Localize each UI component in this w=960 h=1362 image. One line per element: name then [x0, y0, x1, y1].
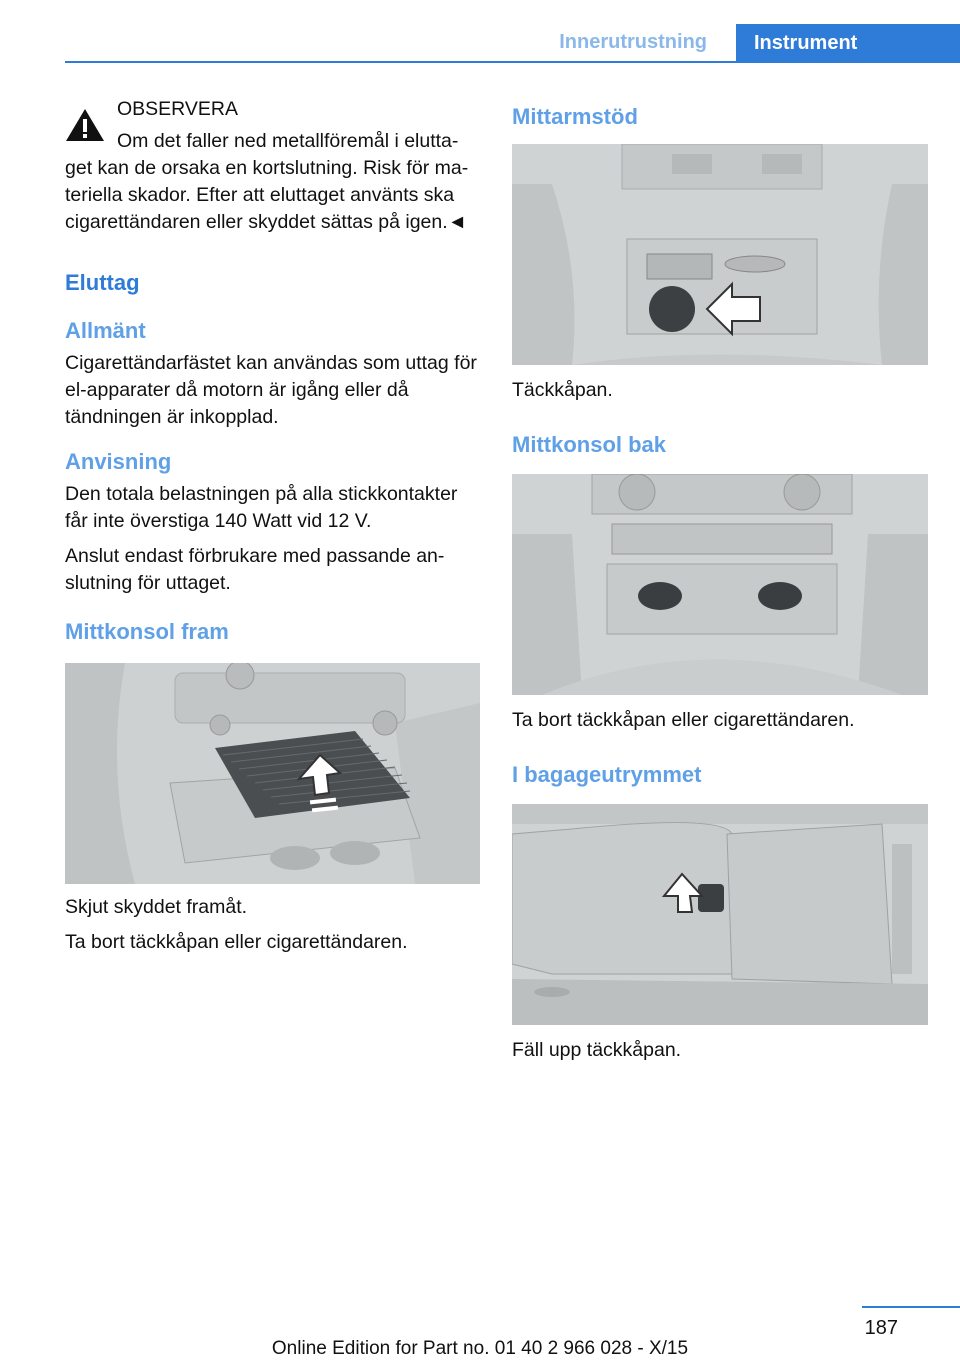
- luggage-illustration: [512, 804, 928, 1025]
- header-rule: [65, 61, 960, 63]
- heading-bagageutrymmet: I bagageutrymmet: [512, 762, 702, 787]
- caption-luggage: Fäll upp täckkåpan.: [512, 1039, 682, 1061]
- photo-armrest: [512, 144, 928, 365]
- para-anvisning-2: Anslut endast förbrukare med passande an-slutning för uttaget.: [65, 545, 445, 594]
- warning-line1: Om det faller ned metallföremål i elutta-: [117, 130, 459, 152]
- heading-mittarmstod: Mittarmstöd: [512, 104, 638, 129]
- heading-mittkonsol-bak: Mittkonsol bak: [512, 432, 667, 457]
- front-console-illustration: [65, 663, 480, 884]
- heading-allmant: Allmänt: [65, 318, 146, 343]
- caption-rear-console: Ta bort täckkåpan eller cigarettändaren.: [512, 709, 855, 731]
- heading-eluttag: Eluttag: [65, 270, 140, 295]
- para-anvisning-1: Den totala belastningen på alla stickkontakter får inte överstiga 140 Watt vid 12 V.: [65, 483, 458, 532]
- photo-front-console: [65, 663, 480, 884]
- heading-mittkonsol-fram: Mittkonsol fram: [65, 619, 229, 644]
- header-chapter: Instrument: [736, 24, 960, 62]
- rear-console-illustration: [512, 474, 928, 695]
- warning-box: [65, 96, 480, 236]
- left-column: [65, 96, 480, 964]
- armrest-illustration: [512, 144, 928, 365]
- right-column: [512, 96, 928, 1072]
- warning-triangle-icon: [65, 108, 105, 142]
- warning-title: OBSERVERA: [117, 98, 239, 120]
- warning-body: get kan de orsaka en kortslutning. Risk för ma-teriella skador. Efter att eluttaget använts ska cigarettändaren eller skyddet sättas på igen.◄: [65, 157, 469, 233]
- caption-front-1: Skjut skyddet framåt.: [65, 896, 248, 918]
- photo-luggage: [512, 804, 928, 1025]
- header-section: Innerutrustning: [559, 31, 707, 53]
- caption-armrest: Täckkåpan.: [512, 379, 613, 401]
- heading-anvisning: Anvisning: [65, 449, 172, 474]
- footer-rule: [862, 1306, 960, 1308]
- para-allmant: Cigarettändarfästet kan användas som uttag för el-apparater då motorn är igång eller då tändningen är inkopplad.: [65, 352, 477, 428]
- page-number: 187: [864, 1317, 898, 1339]
- caption-front-2: Ta bort täckkåpan eller cigarettändaren.: [65, 931, 408, 953]
- photo-rear-console: [512, 474, 928, 695]
- footer-edition: Online Edition for Part no. 01 40 2 966 028 - X/15: [271, 1338, 689, 1359]
